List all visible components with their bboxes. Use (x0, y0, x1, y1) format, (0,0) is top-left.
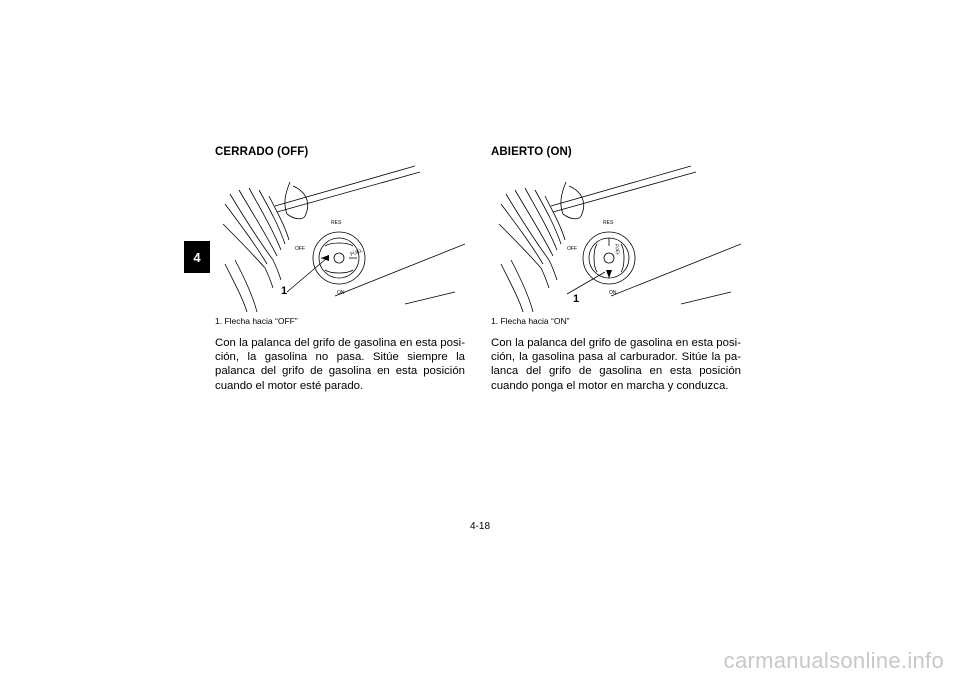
section-on (491, 146, 741, 393)
section-heading-off: CERRADO (OFF) (215, 146, 309, 158)
label-off: OFF (567, 246, 577, 252)
fuel-cock-off-illustration (215, 164, 465, 312)
label-on: ON (609, 290, 617, 296)
body-paragraph: Con la palanca del grifo de gasolina en esta posi-ción, la gasolina pasa al carburador. Sitúe la pa-lanca del grifo de gasolina en esta posición cuando ponga el motor en marcha y conduzca. (491, 337, 741, 392)
label-fuel: FUEL (614, 243, 621, 256)
label-res: RES (331, 220, 342, 226)
label-fuel: FUEL (349, 247, 364, 258)
fuel-cock-on-illustration (491, 164, 741, 312)
page-number: 4-18 (469, 521, 490, 532)
callout-number: 1 (281, 285, 288, 297)
label-on: ON (337, 290, 345, 296)
label-res: RES (603, 220, 614, 226)
figure-caption: 1. Flecha hacia “ON” (491, 316, 570, 326)
body-paragraph: Con la palanca del grifo de gasolina en esta posi-ción, la gasolina no pasa. Sitúe siempre la palanca del grifo de gasolina en esta posición cuando el motor esté parado. (215, 337, 465, 392)
chapter-tab: 4 (184, 241, 210, 273)
section-off (215, 146, 465, 393)
watermark-text: carmanualsonline.info (723, 648, 944, 673)
figure-caption: 1. Flecha hacia “OFF” (215, 316, 298, 326)
section-heading-on: ABIERTO (ON) (491, 146, 572, 158)
label-off: OFF (295, 246, 305, 252)
callout-number: 1 (573, 293, 580, 305)
